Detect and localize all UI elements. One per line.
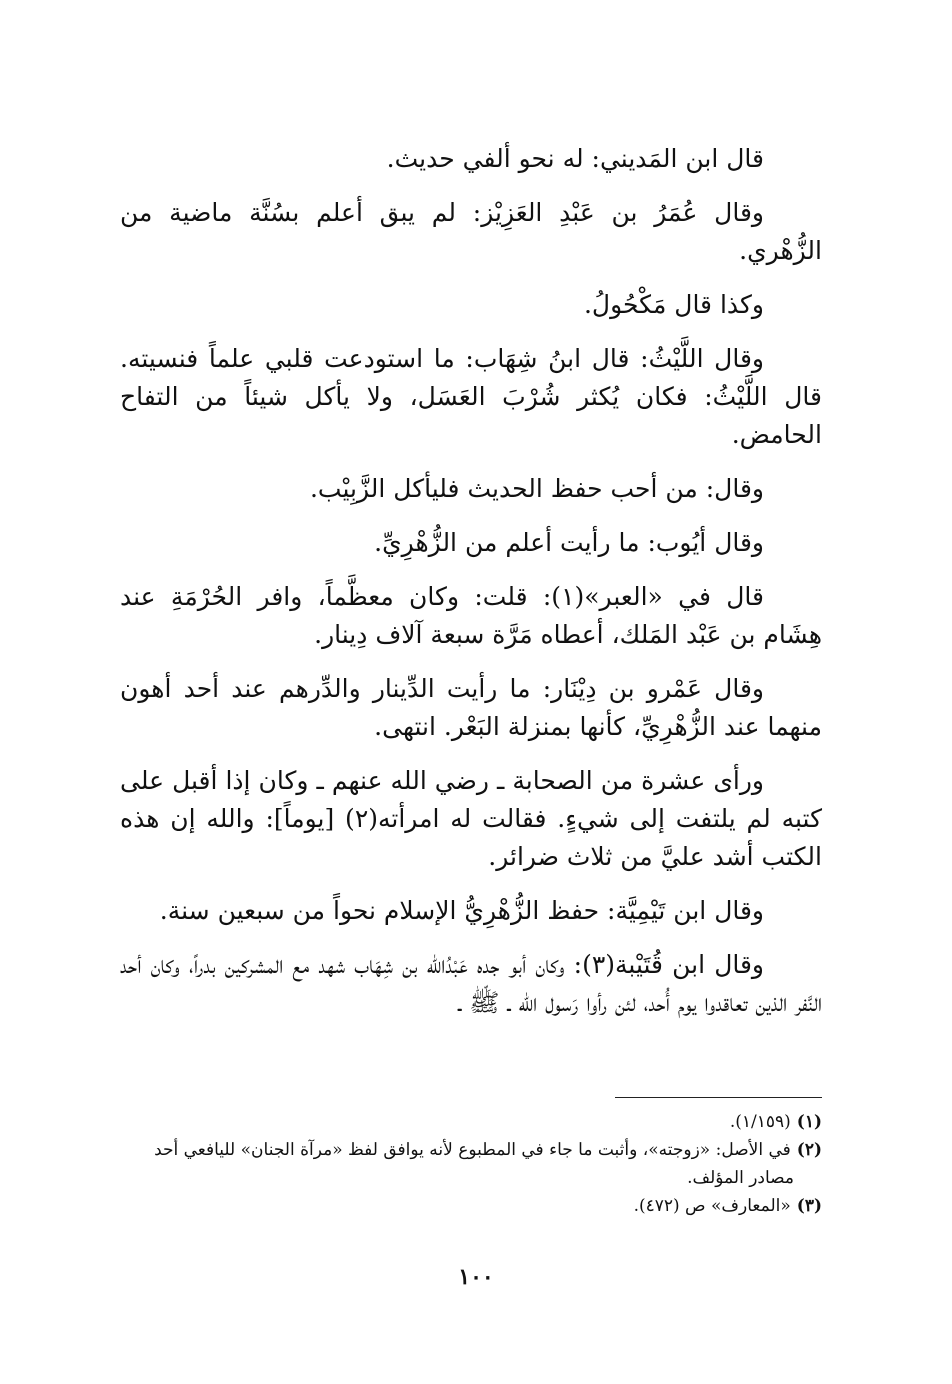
footnote (120, 1108, 822, 1136)
paragraph: وقال ابن قُتَيْبة(٣): وكان أبو جده عَبْدُالله بن شِهَاب شهد مع المشركين بدراً، وكان أحد النَّفر الذين تعاقدوا يوم أُحد، لئن رأوا رَسول الله ـ ﷺ ـ (120, 950, 822, 1017)
footnotes (120, 1108, 822, 1220)
footnote-number: (١) (796, 1112, 822, 1132)
footnote-continuation: مصادر المؤلف. (687, 1168, 794, 1188)
footnote-number: (٢) (796, 1140, 822, 1160)
footnote-text: في الأصل: «زوجته»، وأثبت ما جاء في المطبوع لأنه يوافق لفظ «مرآة الجنان» لليافعي أحد (154, 1140, 791, 1160)
paragraph: وقال: من أحب حفظ الحديث فليأكل الزَّبِيْب. (309, 474, 764, 503)
paragraph: قال ابن المَديني: له نحو ألفي حديث. (386, 144, 764, 173)
main-text (120, 140, 822, 1038)
footnote (120, 1136, 822, 1164)
paragraph: وكذا قال مَكْحُولُ. (583, 290, 764, 319)
paragraph: قال في «العبر»(١): قلت: وكان معظَّماً، وافر الحُرْمَةِ عند هِشَام بن عَبْد المَلك، أعطاه مَرَّة سبعة آلاف دِينار. (120, 582, 822, 649)
footnote-divider (615, 1097, 822, 1098)
paragraph: ورأى عشرة من الصحابة ـ رضي الله عنهم ـ وكان إذا أقبل على كتبه لم يلتفت إلى شيءٍ. فقالت له امرأته(٢) [يوماً]: والله إن هذه الكتب أشد عليَّ من ثلاث ضرائر. (120, 766, 822, 871)
paragraph: وقال ابن تَيْمِيَّة: حفظ الزُّهْرِيُّ الإسلام نحواً من سبعين سنة. (159, 896, 764, 925)
footnote-number: (٣) (796, 1196, 822, 1216)
paragraph: وقال عَمْرو بن دِيْنَار: ما رأيت الدِّينار والدِّرهم عند أحد أهون منهما عند الزُّهْرِيِّ، كأنها بمنزلة البَعْر. انتهى. (120, 674, 822, 741)
paragraph: وقال عُمَرُ بن عَبْدِ العَزِيْز: لم يبق أعلم بسُنَّة ماضية من الزُّهْري. (120, 198, 822, 265)
footnote-text: (١/١٥٩). (729, 1112, 791, 1132)
footnote (120, 1192, 822, 1220)
paragraph: وقال أيُوب: ما رأيت أعلم من الزُّهْرِيِّ. (374, 528, 764, 557)
footnote-text: «المعارف» ص (٤٧٢). (633, 1196, 791, 1216)
paragraph: وقال اللَّيْثُ: قال ابنُ شِهَاب: ما استودعت قلبي علماً فنسيته. قال اللَّيْثُ: فكان يُكثر شُرْبَ العَسَل، ولا يأكل شيئاً من التفاح الحامض. (120, 344, 822, 449)
page-number: ١٠٠ (458, 1264, 494, 1290)
